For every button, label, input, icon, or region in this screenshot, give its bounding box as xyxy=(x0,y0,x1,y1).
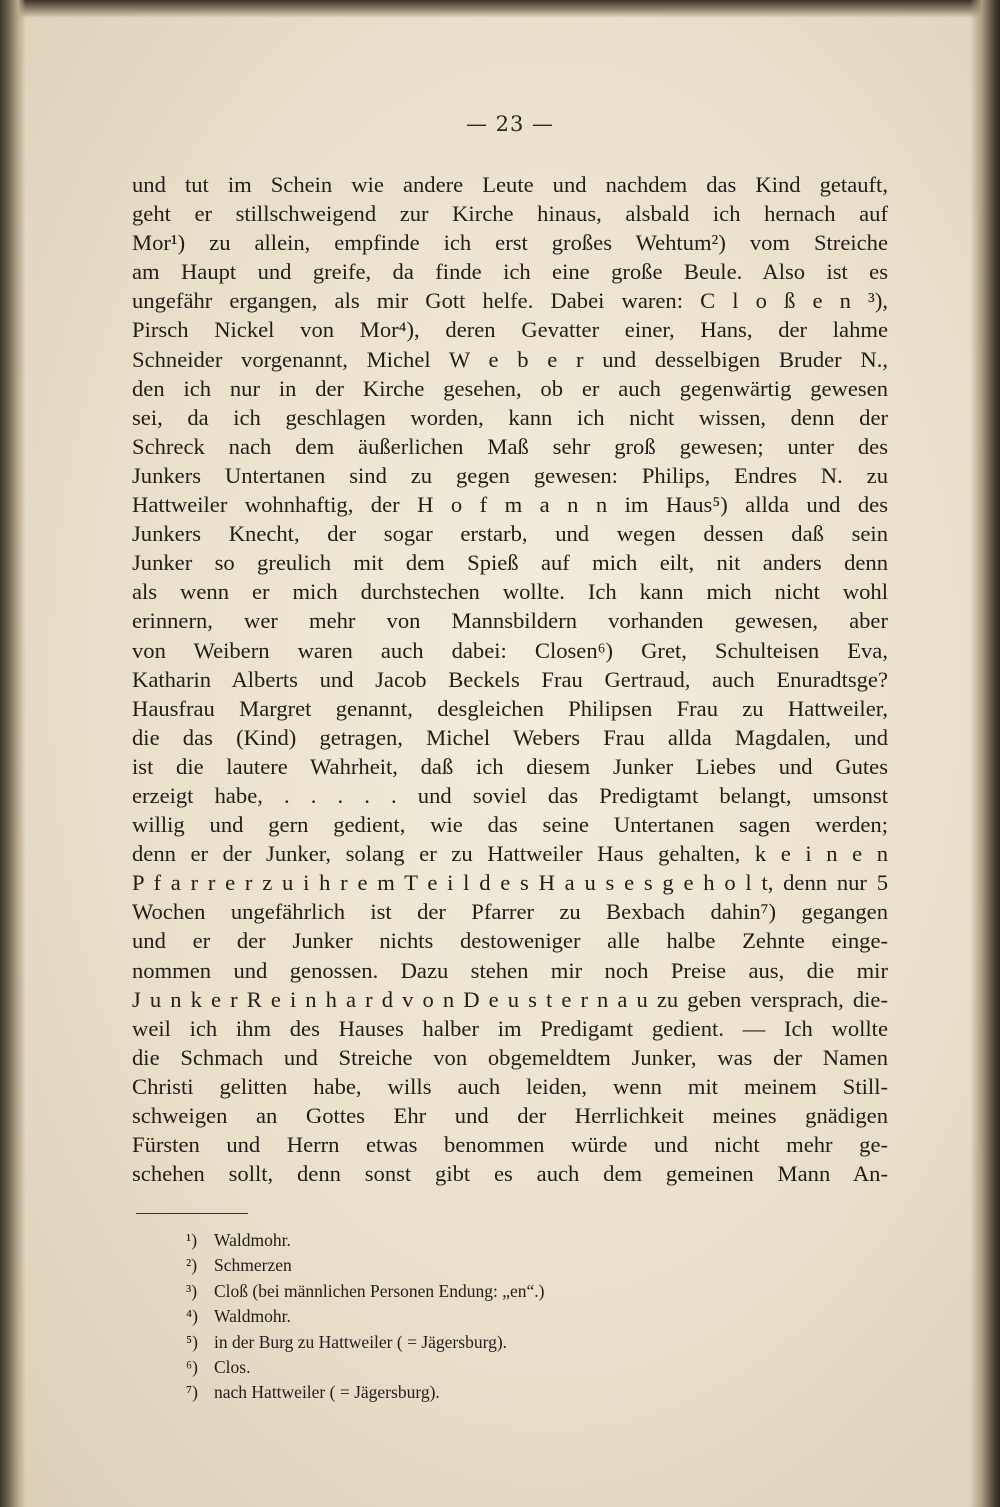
body-line: denn er der Junker, solang er zu Hattweiler Haus gehalten, k e i n e n xyxy=(132,841,888,867)
body-line: Mor¹) zu allein, empfinde ich erst großes Wehtum²) vom Streiche xyxy=(132,230,888,256)
footnote-text: Clos. xyxy=(214,1356,251,1377)
footnote-mark: ⁴) xyxy=(186,1306,198,1327)
body-line: Fürsten und Herrn etwas benommen würde und nicht mehr ge- xyxy=(132,1132,888,1158)
page-number: — 23 — xyxy=(465,112,555,136)
body-line: Junker so greulich mit dem Spieß auf mich eilt, nit anders denn xyxy=(132,550,888,576)
body-line: Wochen ungefährlich ist der Pfarrer zu Bexbach dahin⁷) gegangen xyxy=(132,899,888,925)
footnote-text: Cloß (bei männlichen Personen Endung: „en“.) xyxy=(214,1280,545,1301)
body-line: die das (Kind) getragen, Michel Webers Frau allda Magdalen, und xyxy=(132,724,888,750)
body-line: Schreck nach dem äußerlichen Maß sehr groß gewesen; unter des xyxy=(132,433,888,459)
footnote-text: Waldmohr. xyxy=(214,1306,291,1327)
body-line: erinnern, wer mehr von Mannsbildern vorhanden gewesen, aber xyxy=(132,608,888,634)
body-line: Hausfrau Margret genannt, desgleichen Philipsen Frau zu Hattweiler, xyxy=(132,695,888,721)
body-line: als wenn er mich durchstechen wollte. Ich kann mich nicht wohl xyxy=(132,579,888,605)
footnotes xyxy=(186,1228,544,1406)
footnote xyxy=(186,1380,544,1405)
body-text xyxy=(132,170,888,1188)
body-line: weil ich ihm des Hauses halber im Predigamt gedient. — Ich wollte xyxy=(132,1015,888,1041)
body-line: J u n k e r R e i n h a r d v o n D e u s t e r n a u zu geben versprach, die- xyxy=(132,986,888,1012)
body-line: ist die lautere Wahrheit, daß ich diesem Junker Liebes und Gutes xyxy=(132,753,888,779)
body-line: Junkers Untertanen sind zu gegen gewesen: Philips, Endres N. zu xyxy=(132,462,888,488)
footnote xyxy=(186,1279,544,1304)
book-gutter xyxy=(0,0,26,1507)
footnote-text: Schmerzen xyxy=(214,1255,292,1276)
footnote-mark: ⁷) xyxy=(186,1382,198,1403)
body-line: nommen und genossen. Dazu stehen mir noch Preise aus, die mir xyxy=(132,957,888,983)
body-line: Schneider vorgenannt, Michel W e b e r und desselbigen Bruder N., xyxy=(132,346,888,372)
body-line: P f a r r e r z u i h r e m T e i l d e s H a u s e s g e h o l t, denn nur 5 xyxy=(132,870,888,896)
body-line: und tut im Schein wie andere Leute und nachdem das Kind getauft, xyxy=(132,172,888,197)
footnote-rule xyxy=(136,1213,248,1214)
body-line: geht er stillschweigend zur Kirche hinaus, alsbald ich hernach auf xyxy=(132,201,888,227)
page-right-edge xyxy=(970,0,1000,1507)
footnote-mark: ⁶) xyxy=(186,1356,198,1377)
body-line: und er der Junker nichts destoweniger alle halbe Zehnte einge- xyxy=(132,928,888,954)
body-line: schweigen an Gottes Ehr und der Herrlichkeit meines gnädigen xyxy=(132,1103,888,1128)
body-line: Katharin Alberts und Jacob Beckels Frau Gertraud, auch Enuradtsge? xyxy=(132,666,888,692)
body-line: Christi gelitten habe, wills auch leiden, wenn mit meinem Still- xyxy=(132,1073,888,1099)
footnote-mark: ¹) xyxy=(186,1230,198,1250)
body-line: ungefähr ergangen, als mir Gott helfe. Dabei waren: C l o ß e n ³), xyxy=(132,288,888,314)
body-line: willig und gern gedient, wie das seine Untertanen sagen werden; xyxy=(132,812,888,838)
page-top-edge xyxy=(0,0,1000,18)
footnote xyxy=(186,1228,544,1253)
body-line: sei, da ich geschlagen worden, kann ich nicht wissen, denn der xyxy=(132,404,888,430)
body-line: schehen sollt, denn sonst gibt es auch dem gemeinen Mann An- xyxy=(132,1161,888,1187)
footnote-text: Waldmohr. xyxy=(214,1230,291,1250)
footnote-mark: ²) xyxy=(186,1255,198,1276)
footnote-mark: ⁵) xyxy=(186,1331,198,1352)
body-line: erzeigt habe, . . . . . und soviel das Predigtamt belangt, umsonst xyxy=(132,782,888,808)
footnote-text: nach Hattweiler ( = Jägersburg). xyxy=(214,1382,440,1403)
footnote xyxy=(186,1330,544,1355)
footnote-text: in der Burg zu Hattweiler ( = Jägersburg). xyxy=(214,1331,508,1352)
footnote xyxy=(186,1355,544,1380)
body-line: von Weibern waren auch dabei: Closen⁶) Gret, Schulteisen Eva, xyxy=(132,637,888,663)
body-line: die Schmach und Streiche von obgemeldtem Junker, was der Namen xyxy=(132,1044,888,1070)
body-line: Hattweiler wohnhaftig, der H o f m a n n im Haus⁵) allda und des xyxy=(132,492,888,518)
body-line: Pirsch Nickel von Mor⁴), deren Gevatter einer, Hans, der lahme xyxy=(132,317,888,343)
body-line: Junkers Knecht, der sogar erstarb, und wegen dessen daß sein xyxy=(132,521,888,547)
body-line: den ich nur in der Kirche gesehen, ob er auch gegenwärtig gewesen xyxy=(132,375,888,401)
footnote xyxy=(186,1304,544,1329)
footnote-mark: ³) xyxy=(186,1280,198,1301)
body-line: am Haupt und greife, da finde ich eine große Beule. Also ist es xyxy=(132,259,888,285)
footnote xyxy=(186,1253,544,1278)
